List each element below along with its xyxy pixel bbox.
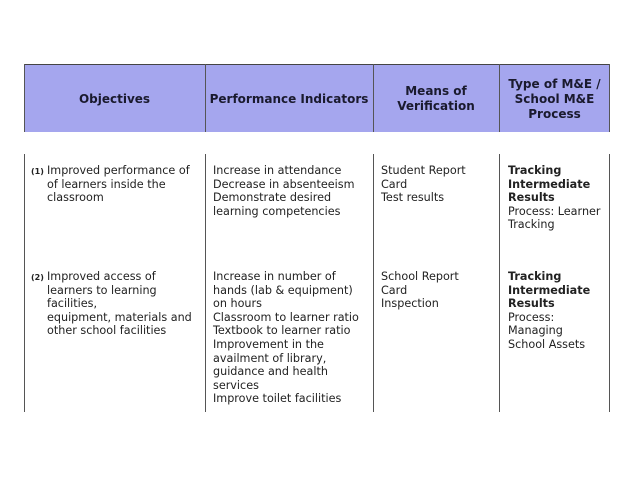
indicator-line: Improve toilet facilities <box>213 392 342 406</box>
row-2-indicators <box>213 270 373 406</box>
indicator-line: Increase in attendance <box>213 164 342 177</box>
verification-table <box>24 64 610 412</box>
header-type-of-me <box>499 65 610 133</box>
type-bold-line: Intermediate <box>508 177 591 191</box>
row-1-type <box>508 164 609 232</box>
type-line: Process: Learner <box>508 204 601 218</box>
header-objectives: Objectives <box>78 91 151 106</box>
type-line: School Assets <box>508 337 586 351</box>
row-1-means <box>381 164 499 205</box>
row-2-means <box>381 270 499 311</box>
row-number: (2) <box>31 273 44 282</box>
type-line: Managing <box>508 324 563 338</box>
column-divider <box>373 154 374 412</box>
type-bold-line: Results <box>508 297 555 311</box>
means-line: Card <box>381 177 408 191</box>
means-line: Card <box>381 283 408 297</box>
objective-line: Improved access of <box>47 270 156 283</box>
row-1-objective <box>47 164 205 205</box>
column-divider <box>24 154 25 412</box>
header-performance-indicators: Performance Indicators <box>209 91 369 106</box>
table-header <box>24 64 610 132</box>
indicator-line: on hours <box>213 297 262 311</box>
type-line: Process: <box>508 310 555 324</box>
indicator-line: Improvement in the <box>213 337 324 351</box>
objective-line: other school facilities <box>47 324 167 338</box>
column-divider <box>499 154 500 412</box>
column-divider <box>373 64 374 132</box>
means-line: Inspection <box>381 297 439 311</box>
indicator-line: learning competencies <box>213 204 341 218</box>
indicator-line: Demonstrate desired <box>213 191 332 205</box>
type-line: Tracking <box>508 218 555 232</box>
row-1-indicators <box>213 164 373 218</box>
indicator-line: availment of library, <box>213 351 327 365</box>
row-2-objective <box>47 270 205 338</box>
column-divider <box>499 64 500 132</box>
header-type-line: School M&E <box>514 91 595 106</box>
header-means-line: Verification <box>397 99 475 113</box>
indicator-line: Classroom to learner ratio <box>213 310 359 324</box>
column-divider <box>609 64 610 132</box>
column-divider <box>205 154 206 412</box>
row-2-type <box>508 270 609 352</box>
row-number: (1) <box>31 167 44 176</box>
objective-line: of learners inside the <box>47 177 166 191</box>
indicator-line: hands (lab & equipment) <box>213 283 353 297</box>
column-divider <box>205 64 206 132</box>
means-line: School Report <box>381 270 459 283</box>
means-line: Test results <box>381 191 445 205</box>
column-divider <box>24 64 25 132</box>
means-line: Student Report <box>381 164 466 177</box>
header-type-line: Process <box>528 106 581 121</box>
type-bold-line: Intermediate <box>508 283 591 297</box>
objective-line: Improved performance of <box>47 164 190 177</box>
objective-line: classroom <box>47 191 104 205</box>
indicator-line: Decrease in absenteeism <box>213 177 355 191</box>
indicator-line: Textbook to learner ratio <box>213 324 351 338</box>
header-means-line: Means of <box>405 84 467 98</box>
column-divider <box>609 154 610 412</box>
type-bold-line: Tracking <box>508 164 562 177</box>
header-means-of-verification <box>373 65 499 133</box>
indicator-line: Increase in number of <box>213 270 336 283</box>
objective-line: equipment, materials and <box>47 310 192 324</box>
indicator-line: services <box>213 378 259 392</box>
type-bold-line: Results <box>508 191 555 205</box>
objective-line: learners to learning facilities, <box>47 283 157 311</box>
type-bold-line: Tracking <box>508 270 562 283</box>
indicator-line: guidance and health <box>213 365 328 379</box>
header-type-line: Type of M&E / <box>508 76 601 91</box>
